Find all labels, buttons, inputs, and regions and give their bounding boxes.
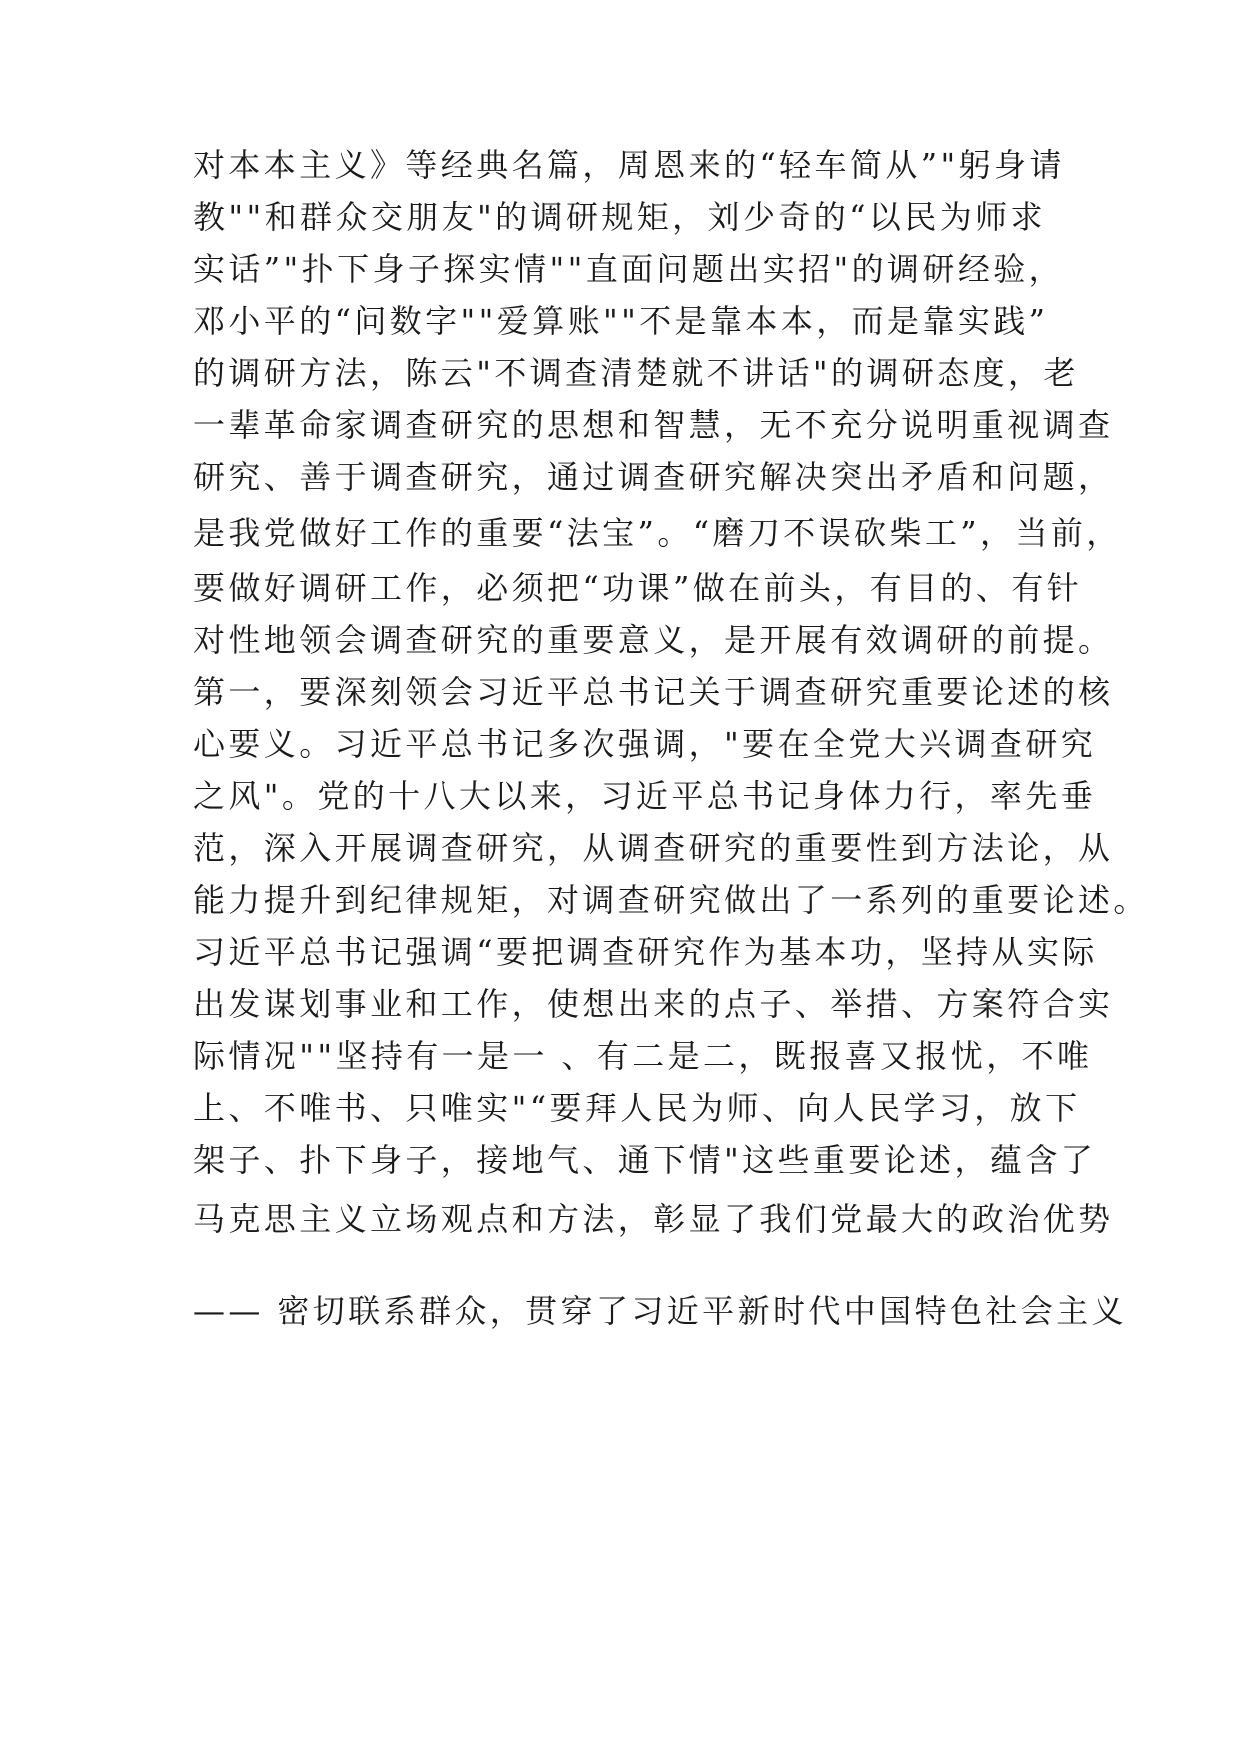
text-line-5: 的调研方法，陈云"不调查清楚就不讲话"的调研态度，老 — [193, 354, 1079, 392]
text-line-19: 上、不唯书、只唯实"“要拜人民为师、向人民学习，放下 — [193, 1089, 1081, 1127]
text-line-14: 范，深入开展调查研究，从调查研究的重要性到方法论，从 — [193, 829, 1114, 867]
text-line-4: 邓小平的“问数字""爱算账""不是靠本本，而是靠实践” — [193, 302, 1049, 340]
text-line-2: 教""和群众交朋友"的调研规矩，刘少奇的“以民为师求 — [193, 198, 1046, 236]
text-line-3: 实话”"扑下身子探实情""直面问题出实招"的调研经验， — [193, 250, 1065, 288]
text-line-20: 架子、扑下身子，接地气、通下情"这些重要论述，蕴含了 — [193, 1141, 1097, 1179]
text-line-22: —— 密切联系群众，贯穿了习近平新时代中国特色社会主义 — [193, 1292, 1127, 1330]
text-line-13: 之风"。党的十八大以来，习近平总书记身体力行，率先垂 — [193, 777, 1097, 815]
text-line-21: 马克思主义立场观点和方法，彰显了我们党最大的政治优势 — [193, 1200, 1114, 1238]
text-line-18: 际情况""坚持有一是一 、有二是二，既报喜又报忧，不唯 — [193, 1037, 1093, 1075]
text-line-11: 第一，要深刻领会习近平总书记关于调查研究重要论述的核 — [193, 673, 1114, 711]
text-line-10: 对性地领会调查研究的重要意义，是开展有效调研的前提。 — [193, 621, 1114, 659]
text-line-8: 是我党做好工作的重要“法宝”。“磨刀不误砍柴工”，当前， — [193, 514, 1122, 552]
text-line-6: 一辈革命家调查研究的思想和智慧，无不充分说明重视调查 — [193, 406, 1114, 444]
text-line-7: 研究、善于调查研究，通过调查研究解决突出矛盾和问题， — [193, 458, 1114, 496]
text-line-16: 习近平总书记强调“要把调查研究作为基本功，坚持从实际 — [193, 933, 1098, 971]
text-line-17: 出发谋划事业和工作，使想出来的点子、举措、方案符合实 — [193, 985, 1114, 1023]
text-line-9: 要做好调研工作，必须把“功课”做在前头，有目的、有针 — [193, 569, 1083, 607]
text-line-15: 能力提升到纪律规矩，对调查研究做出了一系列的重要论述。 — [193, 881, 1149, 919]
text-line-12: 心要义。习近平总书记多次强调，"要在全党大兴调查研究 — [193, 725, 1097, 763]
text-line-1: 对本本主义》等经典名篇，周恩来的“轻车简从”"躬身请 — [193, 146, 1065, 184]
